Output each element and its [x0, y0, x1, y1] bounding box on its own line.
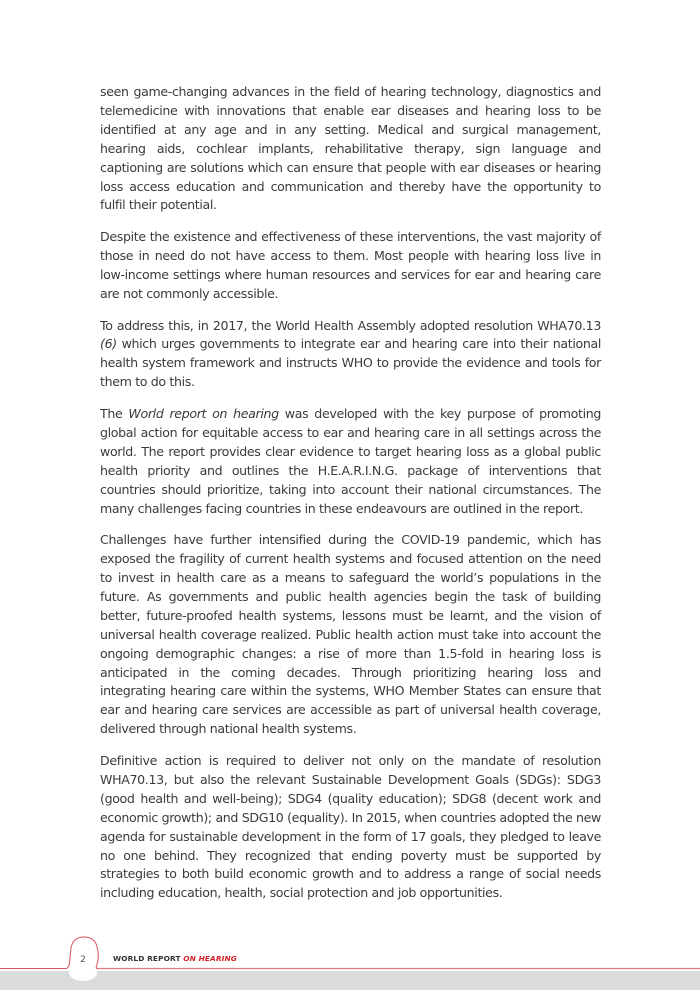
page-number: 2 — [80, 955, 86, 965]
paragraph-1: seen game-changing advances in the field of hearing technology, diagnostics and telemedicine with innovations that enable ear diseases and hearing loss to be identified at any age and in any setting. Medical and surgical management, hearing aids, cochlear implants, rehabilitative therapy, sign language and captioning are solutions which can ensure that people with ear diseases or hearing loss access education and communication and thereby have the opportunity to fulfil their potential. — [100, 84, 601, 213]
footer-tab-outline — [0, 930, 700, 990]
paragraph-2: Despite the existence and effectiveness of these interventions, the vast majority of those in need do not have access to them. Most people with hearing loss live in low-income settings where human resources and services for ear and hearing care are not commonly accessible. — [100, 229, 601, 301]
running-title-accent: ON HEARING — [183, 954, 237, 963]
paragraph-4-text-start: The — [100, 405, 129, 421]
paragraph-3-text-end: which urges governments to integrate ear and hearing care into their national health system framework and instructs WHO to provide the evidence and tools for them to do this. — [100, 336, 601, 390]
paragraph-3-text-start: To address this, in 2017, the World Health Assembly adopted resolution WHA70.13 — [100, 317, 601, 333]
paragraph-4-text-end: was developed with the key purpose of promoting global action for equitable access to ear and hearing care in all settings across the world. The report provides clear evidence to target hearing loss as a global public health priority and outlines the H.E.A.R.I.N.G. package of interventions that countries should prioritize, taking into account their national circumstances. The many challenges facing countries in these endeavours are outlined in the report. — [100, 405, 601, 516]
citation-reference: (6) — [100, 336, 117, 352]
paragraph-6: Definitive action is required to deliver not only on the mandate of resolution WHA70.13, but also the relevant Sustainable Development Goals (SDGs): SDG3 (good health and well-being); SDG4 (quality education); SDG8 (decent work and economic growth); and SDG10 (equality). In 2015, when countries adopted the new agenda for sustainable development in the form of 17 goals, they pledged to leave no one behind. They recognized that ending poverty must be supported by strategies to both build economic growth and to address a range of social needs including education, health, social protection and job opportunities. — [100, 752, 602, 901]
paragraph-5: Challenges have further intensified during the COVID-19 pandemic, which has exposed the fragility of current health systems and focused attention on the need to invest in health care as a means to safeguard the world’s populations in the future. As governments and public health agencies begin the task of building better, future-proofed health systems, lessons must be learnt, and the vision of universal health coverage realized. Public health action must take into account the ongoing demographic changes: a rise of more than 1.5-fold in hearing loss is anticipated in the coming decades. Through prioritizing hearing loss and integrating hearing care within the systems, WHO Member States can ensure that ear and hearing care services are accessible as part of universal health coverage, delivered through national health systems. — [100, 532, 601, 737]
document-body — [100, 83, 601, 916]
paragraph-4 — [100, 405, 601, 518]
report-title-italic: World report on hearing — [128, 405, 279, 421]
page-footer — [0, 930, 700, 990]
running-title — [113, 954, 237, 963]
running-title-main: WORLD REPORT — [113, 954, 184, 963]
paragraph-3 — [100, 317, 601, 393]
